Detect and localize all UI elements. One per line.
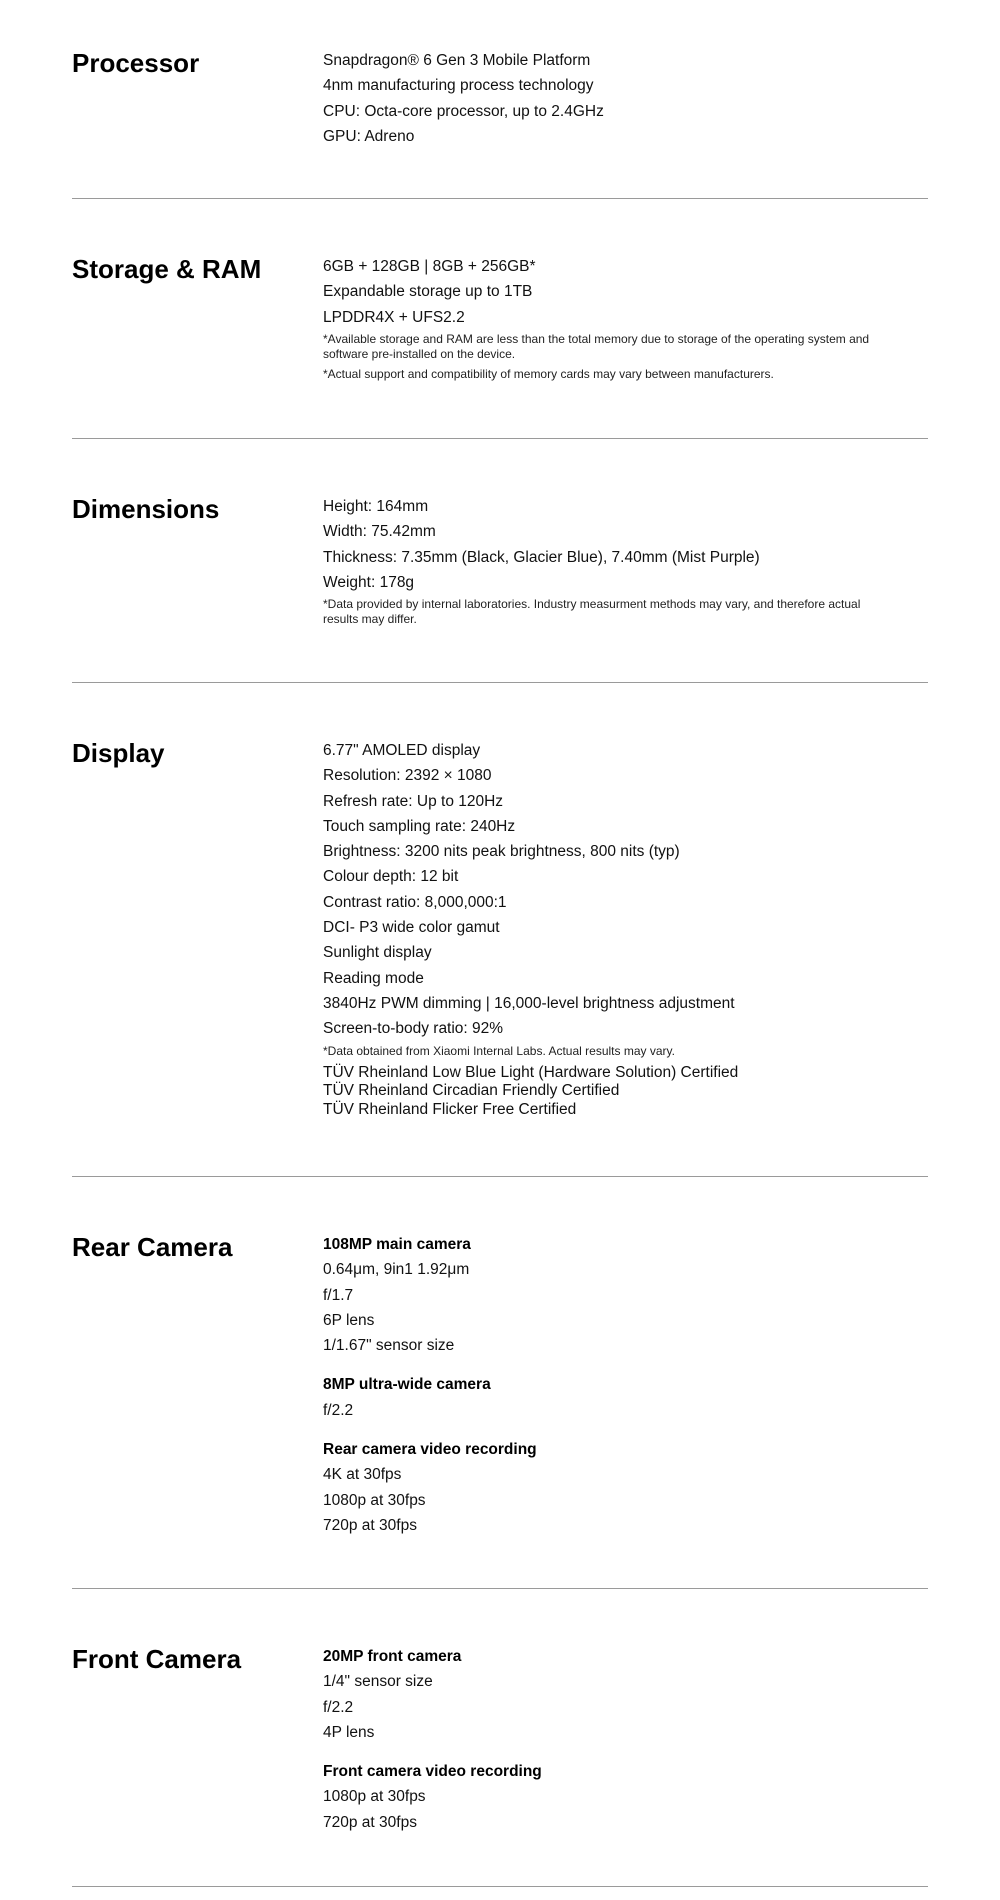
front-video-line: 1080p at 30fps <box>323 1788 426 1806</box>
storage-line-memory-type: LPDDR4X + UFS2.2 <box>323 308 465 326</box>
divider <box>72 1588 928 1589</box>
dimensions-line-weight: Weight: 178g <box>323 573 415 591</box>
dimensions-line-thickness: Thickness: 7.35mm (Black, Glacier Blue), 7.40mm (Mist Purple) <box>323 548 760 566</box>
rear-camera-specs <box>323 1232 883 1538</box>
divider <box>72 438 928 439</box>
processor-line-gpu: GPU: Adreno <box>323 127 415 145</box>
display-title: Display <box>72 738 165 768</box>
front-main-camera-heading: 20MP front camera <box>323 1648 462 1665</box>
rear-camera-title: Rear Camera <box>72 1232 233 1262</box>
rear-video-group <box>323 1437 883 1538</box>
front-camera-specs <box>323 1644 883 1835</box>
divider <box>72 1886 928 1887</box>
rear-main-line: 1/1.67" sensor size <box>323 1337 455 1355</box>
processor-line-soc: Snapdragon® 6 Gen 3 Mobile Platform <box>323 52 591 69</box>
front-main-line: 1/4" sensor size <box>323 1673 433 1691</box>
display-line-touch: Touch sampling rate: 240Hz <box>323 817 516 835</box>
display-line-gamut: DCI- P3 wide color gamut <box>323 919 500 937</box>
storage-line-expandable: Expandable storage up to 1TB <box>323 283 533 301</box>
rear-main-line: f/1.7 <box>323 1286 354 1304</box>
processor-title: Processor <box>72 48 200 78</box>
display-cert-low-blue-light: TÜV Rheinland Low Blue Light (Hardware Solution) Certified <box>323 1063 739 1081</box>
display-cert-circadian: TÜV Rheinland Circadian Friendly Certified <box>323 1082 620 1100</box>
display-line-pwm: 3840Hz PWM dimming | 16,000-level brightness adjustment <box>323 994 735 1012</box>
display-line-sunlight: Sunlight display <box>323 944 432 962</box>
rear-ultrawide-camera-group <box>323 1372 883 1423</box>
front-main-line: 4P lens <box>323 1723 375 1741</box>
display-line-screen-ratio: Screen-to-body ratio: 92% <box>323 1020 504 1038</box>
front-video-line: 720p at 30fps <box>323 1813 417 1831</box>
display-line-contrast: Contrast ratio: 8,000,000:1 <box>323 893 507 911</box>
divider <box>72 1176 928 1177</box>
storage-title: Storage & RAM <box>72 254 262 284</box>
rear-video-line: 720p at 30fps <box>323 1516 417 1534</box>
rear-ultrawide-line: f/2.2 <box>323 1401 354 1419</box>
processor-specs <box>323 48 883 149</box>
dimensions-specs <box>323 494 883 632</box>
display-line-resolution: Resolution: 2392 × 1080 <box>323 767 492 785</box>
rear-main-camera-heading: 108MP main camera <box>323 1236 471 1253</box>
dimensions-line-width: Width: 75.42mm <box>323 523 436 541</box>
display-line-reading-mode: Reading mode <box>323 969 424 987</box>
storage-note-available: *Available storage and RAM are less than the total memory due to storage of the operating system and software pre-installed on the device. <box>323 331 870 361</box>
rear-video-line: 4K at 30fps <box>323 1466 402 1484</box>
storage-specs <box>323 254 883 387</box>
dimensions-note: *Data provided by internal laboratories. Industry measurment methods may vary, and therefore actual results may differ. <box>323 597 861 627</box>
rear-video-line: 1080p at 30fps <box>323 1491 426 1509</box>
rear-main-line: 0.64μm, 9in1 1.92μm <box>323 1261 470 1279</box>
divider <box>72 198 928 199</box>
storage-line-config: 6GB + 128GB | 8GB + 256GB* <box>323 258 536 275</box>
front-video-group <box>323 1759 883 1835</box>
display-note: *Data obtained from Xiaomi Internal Labs. Actual results may vary. <box>323 1043 675 1058</box>
rear-ultrawide-camera-heading: 8MP ultra-wide camera <box>323 1376 491 1394</box>
front-camera-title: Front Camera <box>72 1644 242 1674</box>
display-line-colour-depth: Colour depth: 12 bit <box>323 868 459 886</box>
divider <box>72 682 928 683</box>
display-cert-flicker-free: TÜV Rheinland Flicker Free Certified <box>323 1100 577 1118</box>
rear-main-camera-group <box>323 1232 883 1358</box>
front-main-line: f/2.2 <box>323 1698 354 1716</box>
display-specs <box>323 738 883 1119</box>
front-video-heading: Front camera video recording <box>323 1763 542 1781</box>
display-line-panel: 6.77" AMOLED display <box>323 742 481 759</box>
rear-main-line: 6P lens <box>323 1311 375 1329</box>
dimensions-line-height: Height: 164mm <box>323 498 429 515</box>
display-line-refresh: Refresh rate: Up to 120Hz <box>323 792 504 810</box>
front-main-camera-group <box>323 1644 883 1745</box>
rear-video-heading: Rear camera video recording <box>323 1441 537 1459</box>
storage-note-compatibility: *Actual support and compatibility of memory cards may vary between manufacturers. <box>323 366 774 381</box>
processor-line-process: 4nm manufacturing process technology <box>323 77 594 95</box>
dimensions-title: Dimensions <box>72 494 220 524</box>
display-line-brightness: Brightness: 3200 nits peak brightness, 800 nits (typ) <box>323 843 680 861</box>
processor-line-cpu: CPU: Octa-core processor, up to 2.4GHz <box>323 102 604 120</box>
